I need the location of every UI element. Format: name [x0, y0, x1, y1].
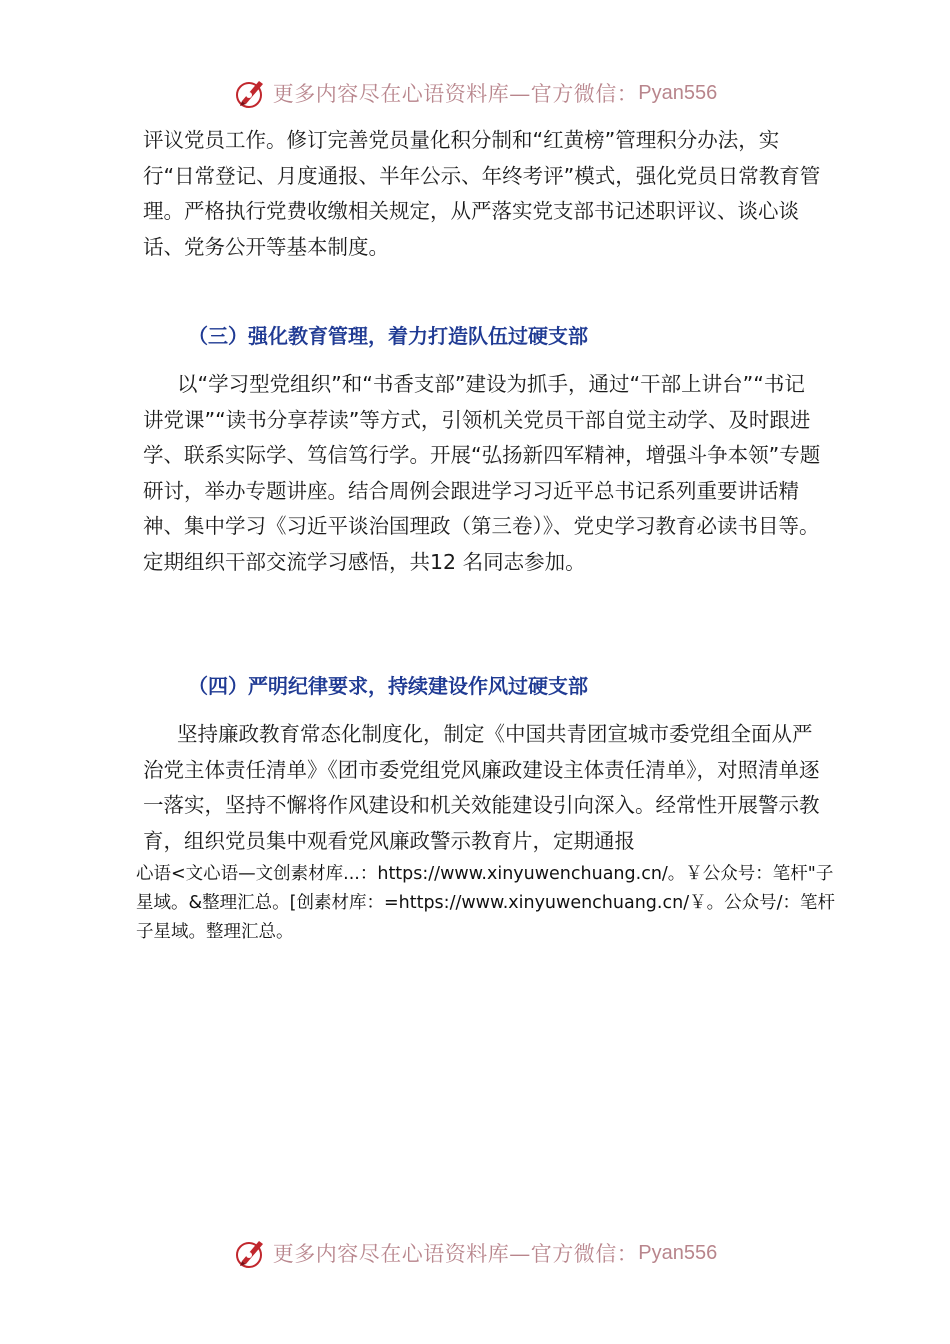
banner-text: 更多内容尽在心语资料库—官方微信：: [272, 1242, 639, 1266]
banner-text: 更多内容尽在心语资料库—官方微信：: [272, 82, 639, 106]
banner-wechat-id: Pyan556: [638, 81, 718, 104]
section-3-body: 以“学习型党组织”和“书香支部”建设为抓手，通过“干部上讲台”“书记讲党课”“读书分享荐读”等方式，引领机关党员干部自觉主动学、及时跟进学、联系实际学、笃信笃行学。开展“弘扬新四军精神，增强斗争本领”专题研讨，举办专题讲座。结合周例会跟进学习习近平总书记系列重要讲话精神、集中学习《习近平谈治国理政（第三卷）》、党史学习教育必读书目等。定期组织干部交流学习感悟，共12 名同志参加。: [143, 372, 821, 574]
paragraph-continued: 评议党员工作。修订完善党员量化积分制和“红黄榜”管理积分办法，实行“日常登记、月度通报、半年公示、年终考评”模式，强化党员日常教育管理。严格执行党费收缴相关规定，从严落实党支部书记述职评议、谈心谈话、党务公开等基本制度。: [143, 128, 821, 259]
section-3-heading: （三）强化教育管理，着力打造队伍过硬支部: [188, 324, 588, 348]
banner-wechat-id: Pyan556: [638, 1241, 718, 1264]
header-banner: [0, 73, 950, 113]
section-4-body: 坚持廉政教育常态化制度化，制定《中国共青团宣城市委党组全面从严治党主体责任清单》《团市委党组党风廉政建设主体责任清单》，对照清单逐一落实，坚持不懈将作风建设和机关效能建设引向深入。经常性开展警示教育，组织党员集中观看党风廉政警示教育片，定期通报: [143, 722, 820, 853]
source-note: 心语<文心语—文创素材库...：https://www.xinyuwenchuang.cn/。￥公众号：笔杆"子星域。&整理汇总。[创素材库：=https://www.xinyuwenchuang.cn/￥。公众号/：笔杆子星域。整理汇总。: [136, 864, 835, 942]
pen-logo-icon: [233, 75, 269, 111]
pen-logo-icon: [233, 1235, 269, 1271]
footer-banner: [0, 1233, 950, 1273]
section-4-heading: （四）严明纪律要求，持续建设作风过硬支部: [188, 674, 588, 698]
